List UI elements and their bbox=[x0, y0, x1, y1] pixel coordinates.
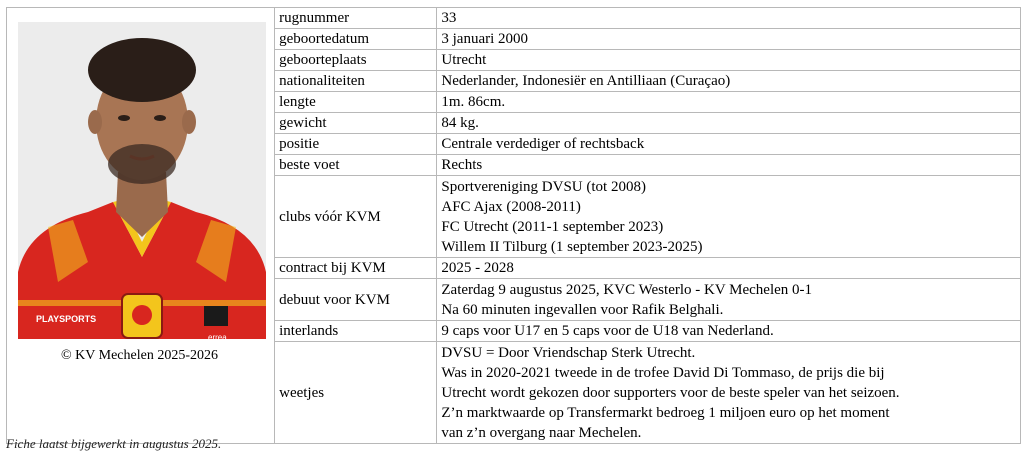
player-fiche-table bbox=[6, 7, 1021, 444]
label-geboortedatum: geboortedatum bbox=[275, 29, 437, 50]
label-debuut: debuut voor KVM bbox=[275, 279, 437, 321]
value-interlands: 9 caps voor U17 en 5 caps voor de U18 van Nederland. bbox=[437, 321, 1021, 342]
label-geboorteplaats: geboorteplaats bbox=[275, 50, 437, 71]
label-beste-voet: beste voet bbox=[275, 155, 437, 176]
value-beste-voet: Rechts bbox=[437, 155, 1021, 176]
photo-caption: © KV Mechelen 2025-2026 bbox=[61, 348, 218, 363]
label-interlands: interlands bbox=[275, 321, 437, 342]
value-debuut bbox=[437, 279, 1021, 321]
label-rugnummer: rugnummer bbox=[275, 8, 437, 29]
weetjes-line: Utrecht wordt gekozen door supporters voor de beste speler van het seizoen. bbox=[441, 384, 900, 401]
weetjes-line: van z’n overgang naar Mechelen. bbox=[441, 424, 642, 441]
value-contract: 2025 - 2028 bbox=[437, 258, 1021, 279]
value-rugnummer: 33 bbox=[437, 8, 1021, 29]
label-lengte: lengte bbox=[275, 92, 437, 113]
label-positie: positie bbox=[275, 134, 437, 155]
player-portrait-image bbox=[18, 22, 266, 339]
value-weetjes bbox=[437, 342, 1021, 444]
weetjes-line: DVSU = Door Vriendschap Sterk Utrecht. bbox=[441, 344, 696, 361]
label-contract: contract bij KVM bbox=[275, 258, 437, 279]
value-gewicht: 84 kg. bbox=[437, 113, 1021, 134]
weetjes-line: Z’n marktwaarde op Transfermarkt bedroeg 1 miljoen euro op het moment bbox=[441, 404, 890, 421]
label-nationaliteiten: nationaliteiten bbox=[275, 71, 437, 92]
value-nationaliteiten: Nederlander, Indonesiër en Antilliaan (Curaçao) bbox=[437, 71, 1021, 92]
shirt-sponsor-text: PLAYSPORTS bbox=[36, 314, 97, 324]
value-geboorteplaats: Utrecht bbox=[437, 50, 1021, 71]
photo-cell bbox=[7, 8, 275, 444]
club-item: Willem II Tilburg (1 september 2023-2025) bbox=[441, 238, 703, 255]
label-clubs: clubs vóór KVM bbox=[275, 176, 437, 258]
debuut-line: Na 60 minuten ingevallen voor Rafik Belghali. bbox=[441, 301, 724, 318]
label-gewicht: gewicht bbox=[275, 113, 437, 134]
weetjes-line: Was in 2020-2021 tweede in de trofee David Di Tommaso, de prijs die bij bbox=[441, 364, 885, 381]
label-weetjes: weetjes bbox=[275, 342, 437, 444]
shirt-brand-text: errea bbox=[208, 333, 227, 339]
value-positie: Centrale verdediger of rechtsback bbox=[437, 134, 1021, 155]
value-geboortedatum: 3 januari 2000 bbox=[437, 29, 1021, 50]
debuut-line: Zaterdag 9 augustus 2025, KVC Westerlo - KV Mechelen 0-1 bbox=[441, 281, 813, 298]
value-lengte: 1m. 86cm. bbox=[437, 92, 1021, 113]
player-photo bbox=[18, 22, 266, 339]
value-clubs bbox=[437, 176, 1021, 258]
update-note: Fiche laatst bijgewerkt in augustus 2025. bbox=[6, 436, 222, 451]
club-item: FC Utrecht (2011-1 september 2023) bbox=[441, 218, 664, 235]
table-row bbox=[7, 8, 1021, 29]
club-item: AFC Ajax (2008-2011) bbox=[441, 198, 581, 215]
club-item: Sportvereniging DVSU (tot 2008) bbox=[441, 178, 646, 195]
